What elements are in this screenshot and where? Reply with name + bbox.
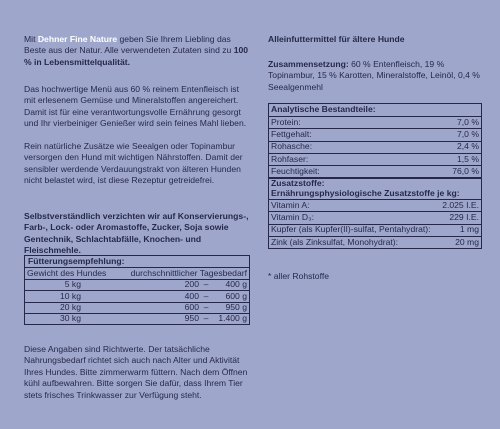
quality-claim: 100 % in Lebensmittelqualität. — [24, 45, 249, 67]
feeding-title-row — [25, 256, 249, 267]
nutrient-name: Rohfaser: — [271, 153, 309, 164]
composition-text: 60 % Entenfleisch, 19 % Topinambur, 15 % Karotten, Mineralstoffe, Leinöl, 0,4 % Seealgenmehl — [268, 59, 480, 92]
brand-name: Dehner Fine Nature — [37, 34, 118, 44]
row-dash: – — [203, 279, 209, 290]
product-heading: Alleinfuttermittel für ältere Hunde — [268, 34, 405, 44]
nutrient-value: 76,0 % — [452, 165, 479, 176]
additive-name: Zink (als Zinksulfat, Monohydrat): — [271, 236, 399, 247]
additive-value: 229 I.E. — [449, 212, 479, 223]
row-weight: 5 kg — [64, 279, 81, 290]
additives-subtitle: Ernährungsphysiologische Zusatzstoffe je kg: — [271, 187, 460, 198]
nutrient-name: Fettgehalt: — [271, 129, 312, 140]
nutrient-value: 2,4 % — [457, 141, 479, 152]
table-row — [269, 128, 481, 140]
row-weight: 30 kg — [59, 313, 81, 324]
table-row — [269, 116, 481, 128]
additive-name: Vitamin A: — [271, 200, 310, 211]
additive-name: Kupfer (als Kupfer(II)-sulfat, Pentahydrat): — [271, 224, 431, 235]
row-to: 400 g — [225, 279, 247, 290]
col-daily-header: durchschnittlicher Tagesbedarf — [130, 267, 247, 278]
additives-paragraph: Rein natürliche Zusätze wie Seealgen oder Topinambur versorgen den Hund mit wichtigen Nährstoffen. Damit der sensibler werdende Verdauungstrakt von älteren Hunden nicht belastet wird, ist diese Rezeptur getreidefrei. — [24, 141, 243, 186]
nutrient-name: Feuchtigkeit: — [271, 165, 320, 176]
feeding-header-row — [25, 267, 249, 278]
additives-title: Zusatzstoffe: — [271, 177, 325, 188]
menu-paragraph: Das hochwertige Menü aus 60 % reinem Entenfleisch ist mit erlesenem Gemüse und Mineralstoffen angereichert. Damit ist für eine verantwortungsvolle Ernährung gesorgt und Ihr vierbeiniger Genießer wird sein feines Mahl lieben. — [24, 84, 247, 129]
table-row — [25, 290, 249, 301]
nutrient-value: 1,5 % — [457, 153, 479, 164]
analytic-title: Analytische Bestandteile: — [271, 104, 376, 115]
nutrient-value: 7,0 % — [457, 117, 479, 128]
composition-paragraph — [268, 59, 482, 93]
row-to: 950 g — [225, 302, 247, 313]
nutrient-name: Rohasche: — [271, 141, 313, 152]
table-row — [269, 199, 481, 211]
guidance-paragraph: Diese Angaben sind Richtwerte. Der tatsächliche Nahrungsbedarf richtet sich auch nach Alter und Aktivität Ihres Hundes. Bitte zimmerwarm füttern. Nach dem Öffnen kühl aufbewahren. Bitte sorgen Sie dafür, dass Ihrem Tier stets frisches Trinkwasser zur Verfügung steht. — [24, 344, 248, 400]
row-from: 600 — [184, 302, 199, 313]
analytic-table — [268, 103, 482, 249]
exclusions-paragraph: Selbstverständlich verzichten wir auf Konservierungs-, Farb-, Lock- oder Aromastoffe, Zucker, Soja sowie Gentechnik, Schlachtabfälle, Knochen- und Fleischmehle. — [24, 211, 249, 256]
additive-value: 1 mg — [459, 224, 479, 235]
row-dash: – — [203, 290, 209, 301]
nutrient-value: 7,0 % — [457, 129, 479, 140]
table-row — [25, 279, 249, 290]
table-row — [269, 236, 481, 248]
row-dash: – — [203, 313, 209, 324]
row-from: 400 — [184, 290, 199, 301]
nutrient-name: Protein: — [271, 117, 301, 128]
footnote: * aller Rohstoffe — [268, 271, 329, 281]
row-from: 950 — [184, 313, 199, 324]
col-weight-header: Gewicht des Hundes — [27, 267, 107, 278]
additive-name: Vitamin D₃: — [271, 212, 314, 223]
intro-paragraph — [24, 34, 249, 68]
row-weight: 20 kg — [59, 302, 81, 313]
table-row — [269, 211, 481, 223]
table-row — [269, 165, 481, 177]
table-row — [25, 302, 249, 313]
additive-value: 20 mg — [455, 236, 479, 247]
row-dash: – — [203, 302, 209, 313]
table-row — [269, 224, 481, 236]
row-weight: 10 kg — [59, 290, 81, 301]
row-to: 1.400 g — [218, 313, 247, 324]
table-row — [25, 313, 249, 324]
additives-title-row — [269, 177, 481, 188]
feeding-title: Fütterungsempfehlung: — [28, 256, 125, 266]
row-from: 200 — [184, 279, 199, 290]
table-row — [269, 153, 481, 165]
composition-label: Zusammensetzung: — [268, 59, 349, 69]
table-row — [269, 141, 481, 153]
analytic-title-row — [269, 104, 481, 116]
feeding-table — [24, 255, 250, 325]
row-to: 600 g — [225, 290, 247, 301]
intro-pre: Mit — [24, 34, 38, 44]
additive-value: 2.025 I.E. — [442, 200, 479, 211]
intro-mid: geben Sie Ihrem Liebling das Beste aus der Natur. Alle verwendeten Zutaten sind zu — [24, 34, 234, 56]
additives-subtitle-row — [269, 188, 481, 199]
